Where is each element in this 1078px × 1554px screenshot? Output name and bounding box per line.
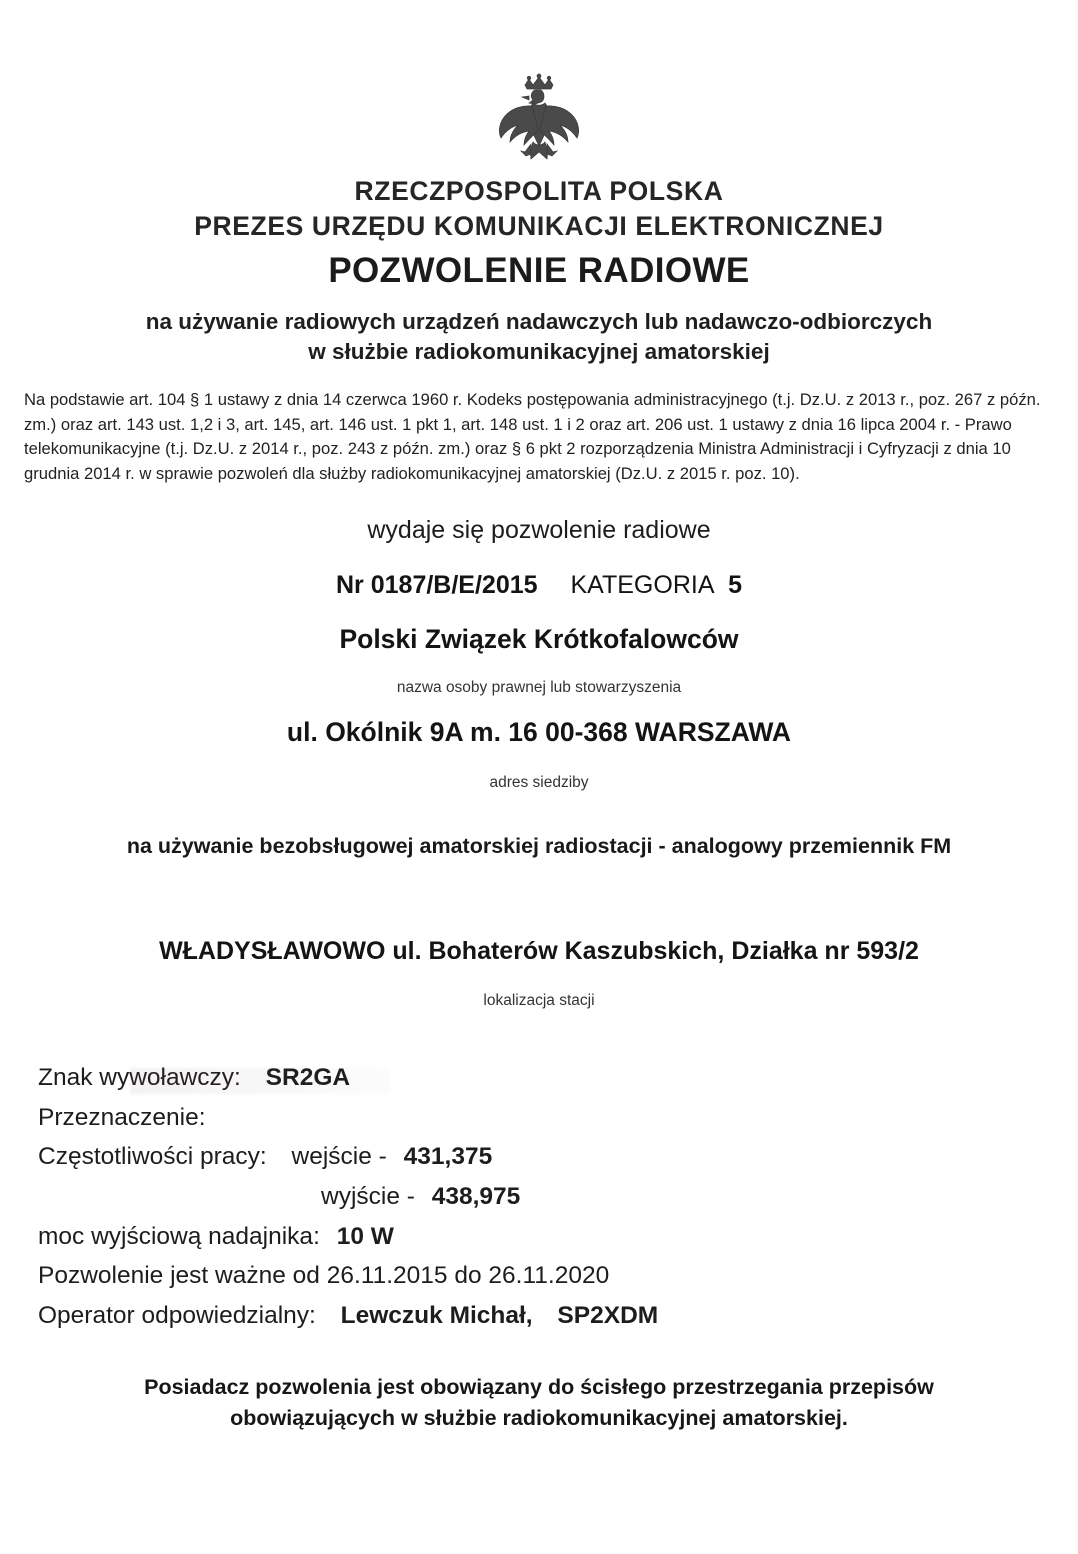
power-value: 10 W <box>336 1222 394 1250</box>
validity-row: Pozwolenie jest ważne od 26.11.2015 do 26.11.2020 <box>38 1262 610 1290</box>
usage-statement: na używanie bezobsługowej amatorskiej radiostacji - analogowy przemiennik FM <box>126 833 952 858</box>
permit-number: Nr 0187/B/E/2015 <box>336 570 538 599</box>
permit-number-line <box>22 571 1056 600</box>
emblem-container <box>22 0 1056 164</box>
subtitle-line-2: w służbie radiokomunikacyjnej amatorskiej <box>308 338 770 364</box>
subtitle-line-1: na używanie radiowych urządzeń nadawczych lub nadawczo-odbiorczych <box>145 309 933 334</box>
obligation-footer <box>22 1372 1056 1434</box>
address-caption: adres siedziby <box>489 773 589 791</box>
footer-line-2: obowiązujących w służbie radiokomunikacyjnej amatorskiej. <box>230 1405 848 1430</box>
polish-eagle-emblem-icon <box>485 72 593 164</box>
callsign-row <box>38 1058 1056 1098</box>
category-label: KATEGORIA <box>570 570 714 599</box>
purpose-row <box>38 1098 1056 1138</box>
frequency-output-label: wyjście - <box>321 1183 415 1210</box>
frequencies-label: Częstotliwości pracy: <box>38 1143 267 1171</box>
location-caption: lokalizacja stacji <box>483 991 595 1009</box>
holder-caption: nazwa osoby prawnej lub stowarzyszenia <box>396 678 682 696</box>
power-row <box>38 1217 1056 1257</box>
power-label: moc wyjściową nadajnika: <box>38 1222 320 1250</box>
category-value: 5 <box>728 570 742 599</box>
permit-details <box>22 1058 1056 1336</box>
authority-header: PREZES URZĘDU KOMUNIKACJI ELEKTRONICZNEJ <box>194 211 884 241</box>
frequency-input-label: wejście - <box>291 1143 387 1171</box>
page-title: POZWOLENIE RADIOWE <box>328 251 750 290</box>
footer-line-1: Posiadacz pozwolenia jest obowiązany do ścisłego przestrzegania przepisów <box>144 1374 934 1399</box>
purpose-label: Przeznaczenie: <box>38 1103 206 1131</box>
republic-header: RZECZPOSPOLITA POLSKA <box>354 176 724 206</box>
operator-label: Operator odpowiedzialny: <box>38 1302 316 1330</box>
operator-name: Lewczuk Michał, <box>340 1302 533 1330</box>
document-subtitle <box>22 307 1056 366</box>
frequency-input-row <box>38 1137 1056 1177</box>
frequency-output-row <box>38 1177 1056 1217</box>
operator-row <box>38 1296 1056 1336</box>
holder-address: ul. Okólnik 9A m. 16 00-368 WARSZAWA <box>286 716 792 747</box>
station-location: WŁADYSŁAWOWO ul. Bohaterów Kaszubskich, Działka nr 593/2 <box>159 936 919 965</box>
callsign-label: Znak wywoławczy: <box>38 1063 241 1091</box>
grant-statement: wydaje się pozwolenie radiowe <box>367 515 711 544</box>
frequency-input-value: 431,375 <box>403 1143 493 1171</box>
frequency-output-value: 438,975 <box>431 1183 521 1210</box>
legal-basis-paragraph: Na podstawie art. 104 § 1 ustawy z dnia 14 czerwca 1960 r. Kodeks postępowania administracyjnego (t.j. Dz.U. z 2013 r., poz. 267 z późn. zm.) oraz art. 143 ust. 1,2 i 3, art. 145, art. 146 ust. 1 pkt 1, art. 148 ust. 1 i 2 oraz art. 206 ust. 1 ustawy z dnia 16 lipca 2004 r. - Prawo telekomunikacyjne (t.j. Dz.U. z 2014 r., poz. 243 z późn. zm.) oraz § 6 pkt 2 rozporządzenia Ministra Administracji i Cyfryzacji z dnia 10 grudnia 2014 r. w sprawie pozwoleń dla służby radiokomunikacyjnej amatorskiej (Dz.U. z 2015 r. poz. 10). <box>24 390 1041 483</box>
operator-callsign: SP2XDM <box>557 1302 659 1330</box>
holder-name: Polski Związek Krótkofalowców <box>339 623 739 654</box>
callsign-value: SR2GA <box>265 1063 351 1091</box>
